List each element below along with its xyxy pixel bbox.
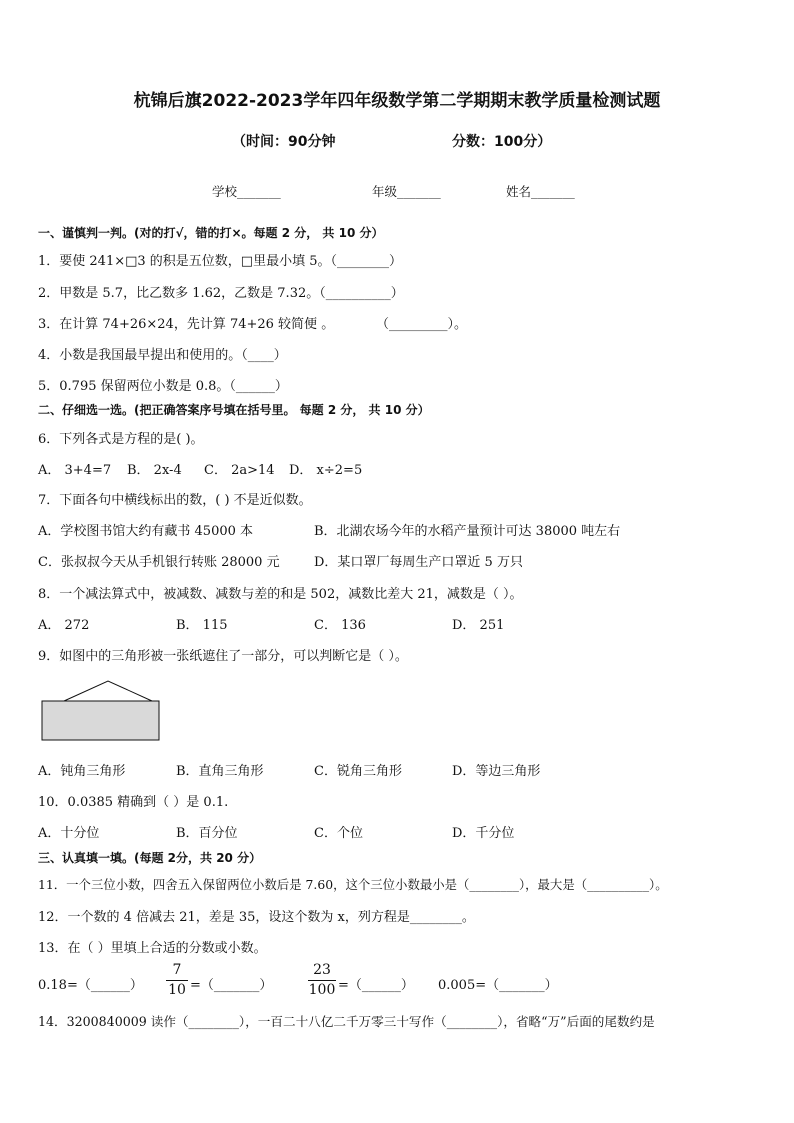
section-1-heading: 一、谨慎判一判。(对的打√，错的打×。每题 2 分， 共 10 分） <box>38 226 384 240</box>
question-7-option-c: C．张叔叔今天从手机银行转账 28000 元 <box>38 555 280 570</box>
page-title: 杭锦后旗2022-2023学年四年级数学第二学期期末教学质量检测试题 <box>133 91 661 111</box>
question-8-option-c: C． 136 <box>314 618 366 633</box>
fraction-1-bar <box>166 980 188 981</box>
exam-time: （时间：90分钟 <box>232 134 336 150</box>
fraction-2-bar <box>308 980 336 981</box>
question-1: 1．要使 241×□3 的积是五位数，□里最小填 5。（________） <box>38 254 402 269</box>
question-7: 7．下面各句中横线标出的数，( ) 不是近似数。 <box>38 493 312 508</box>
fraction-2-numerator: 23 <box>313 962 331 978</box>
question-7-option-b: B．北湖农场今年的水稻产量预计可达 38000 吨左右 <box>314 524 621 539</box>
school-field: 学校_______ <box>212 184 281 199</box>
question-7-option-a: A．学校图书馆大约有藏书 45000 本 <box>38 524 254 539</box>
question-10: 10．0.0385 精确到（ ）是 0.1. <box>38 795 229 810</box>
section-3-heading: 三、认真填一填。(每题 2分，共 20 分） <box>38 851 262 865</box>
question-9: 9．如图中的三角形被一张纸遮住了一部分，可以判断它是（ ）。 <box>38 649 408 664</box>
question-6-option-d: D． x÷2=5 <box>289 463 363 478</box>
question-3: 3．在计算 74+26×24，先计算 74+26 较简便 。 <box>38 317 335 332</box>
name-field: 姓名_______ <box>506 184 575 199</box>
question-9-option-d: D．等边三角形 <box>452 764 541 779</box>
fraction-1-numerator: 7 <box>172 962 182 978</box>
covering-paper <box>42 701 159 740</box>
question-13-item-3-blank: =（______） <box>338 978 414 993</box>
question-6-option-b: B． 2x-4 <box>127 463 182 478</box>
question-6-option-c: C． 2a>14 <box>204 463 275 478</box>
fraction-1-denominator: 10 <box>168 982 186 998</box>
question-10-option-d: D．千分位 <box>452 826 515 841</box>
triangle-visible-sides <box>64 681 152 701</box>
question-10-option-b: B．百分位 <box>176 826 238 841</box>
question-8-option-b: B． 115 <box>176 618 228 633</box>
question-7-option-d: D．某口罩厂每周生产口罩近 5 万只 <box>314 555 523 570</box>
question-8-option-a: A． 272 <box>38 618 90 633</box>
question-13-item-1: 0.18=（______） <box>38 978 143 993</box>
question-10-option-a: A．十分位 <box>38 826 100 841</box>
question-13-fraction-1 <box>166 962 188 999</box>
question-9-option-a: A．钝角三角形 <box>38 764 126 779</box>
question-4: 4．小数是我国最早提出和使用的。（____） <box>38 348 287 363</box>
section-2-heading: 二、仔细选一选。(把正确答案序号填在括号里。 每题 2 分， 共 10 分） <box>38 403 430 417</box>
question-13: 13．在（ ）里填上合适的分数或小数。 <box>38 941 267 956</box>
covered-triangle-figure <box>40 678 164 744</box>
exam-score: 分数：100分） <box>452 134 552 150</box>
question-13-item-2-blank: =（_______） <box>190 978 273 993</box>
question-6: 6．下列各式是方程的是( )。 <box>38 432 204 447</box>
question-2: 2．甲数是 5.7，比乙数多 1.62，乙数是 7.32。（__________） <box>38 286 404 301</box>
question-14: 14．3200840009 读作（________），一百二十八亿二千万零三十写作（________），省略“万”后面的尾数约是 <box>38 1014 655 1029</box>
question-8-option-d: D． 251 <box>452 618 505 633</box>
fraction-2-denominator: 100 <box>308 982 336 998</box>
question-12: 12．一个数的 4 倍减去 21，差是 35，设这个数为 x，列方程是________。 <box>38 910 475 925</box>
question-5: 5．0.795 保留两位小数是 0.8。（______） <box>38 379 288 394</box>
question-6-option-a: A． 3+4=7 <box>38 463 112 478</box>
question-10-option-c: C．个位 <box>314 826 363 841</box>
question-13-fraction-2 <box>308 962 336 999</box>
question-3-blank: （_________）。 <box>376 317 468 332</box>
question-9-option-c: C．锐角三角形 <box>314 764 402 779</box>
question-8: 8．一个减法算式中，被减数、减数与差的和是 502，减数比差大 21，减数是（ ）。 <box>38 587 523 602</box>
question-13-item-4: 0.005=（_______） <box>438 978 558 993</box>
question-11: 11．一个三位小数，四舍五入保留两位小数后是 7.60，这个三位小数最小是（________），最大是（__________）。 <box>38 877 668 892</box>
grade-field: 年级_______ <box>372 184 441 199</box>
question-9-option-b: B．直角三角形 <box>176 764 264 779</box>
